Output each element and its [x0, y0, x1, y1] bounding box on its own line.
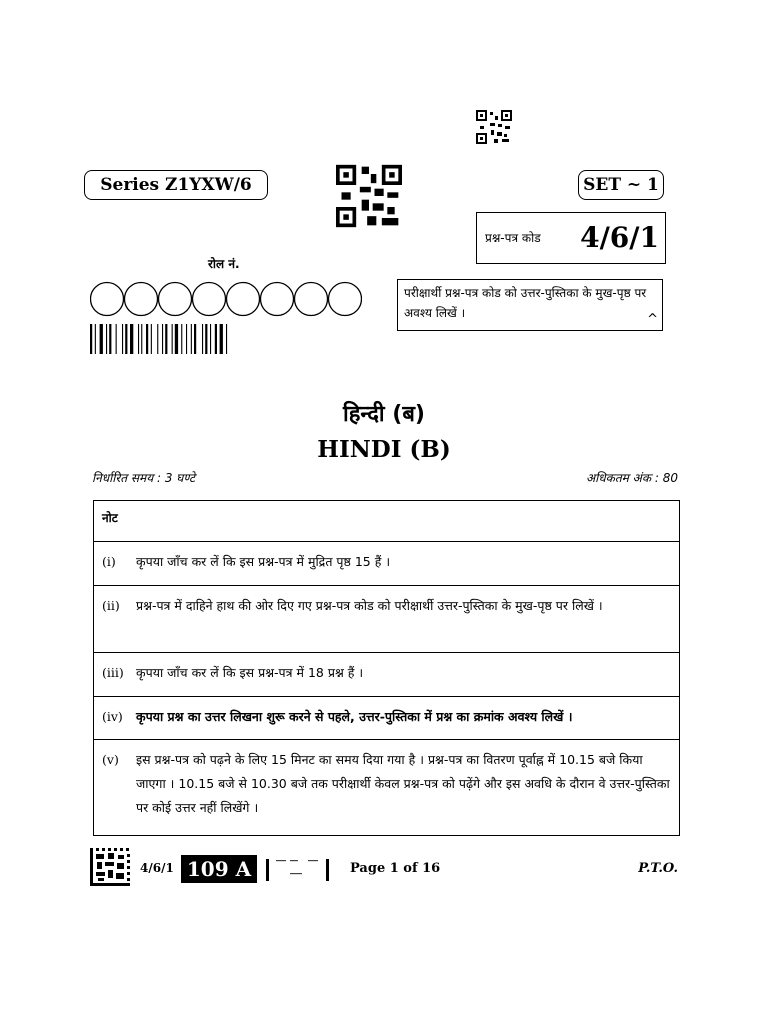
note-text: कृपया जाँच कर लें कि इस प्रश्न-पत्र में मुद्रित पृष्ठ 15 हैं । [136, 554, 391, 569]
note-text: कृपया जाँच कर लें कि इस प्रश्न-पत्र में 18 प्रश्न हैं । [136, 665, 364, 680]
note-row [94, 697, 679, 740]
qr-code-icon [476, 110, 512, 144]
note-row [94, 653, 679, 697]
subject-title-hindi: हिन्दी (ब) [343, 402, 425, 427]
note-text: कृपया प्रश्न का उत्तर लिखना शुरू करने से पहले, उत्तर-पुस्तिका में प्रश्न का क्रमांक अवश्य लिखें । [136, 709, 573, 724]
please-turn-over: P.T.O. [638, 861, 678, 876]
notes-table [93, 500, 680, 836]
time-allowed: निर्धारित समय : 3 घण्टे [92, 471, 196, 485]
notes-heading: नोट [94, 501, 679, 542]
note-row [94, 586, 679, 653]
set-box: SET ~ 1 [578, 170, 664, 200]
footer-paper-code: 4/6/1 [140, 861, 174, 875]
note-number: (ii) [102, 598, 120, 613]
candidate-instruction-text: परीक्षार्थी प्रश्न-पत्र कोड को उत्तर-पुस्तिका के मुख-पृष्ठ पर अवश्य लिखें । [404, 286, 647, 320]
note-number: (v) [102, 752, 119, 767]
candidate-instruction-box [397, 279, 663, 331]
series-box: Series Z1YXW/6 [84, 170, 268, 200]
footer-badge: 109 A [181, 855, 257, 883]
caret-mark: ^ [647, 312, 658, 327]
roll-number-circle [91, 283, 124, 316]
page-number: Page 1 of 16 [350, 861, 441, 876]
code-value: 4/6/1 [580, 221, 659, 254]
barcode-icon [90, 324, 268, 354]
registration-marks-icon [264, 857, 332, 883]
code-label: प्रश्न-पत्र कोड [485, 231, 541, 245]
roll-number-circle [159, 283, 192, 316]
roll-number-circle [329, 283, 362, 316]
roll-number-circle [295, 283, 328, 316]
roll-number-circle [125, 283, 158, 316]
note-row [94, 740, 679, 836]
note-text: प्रश्न-पत्र में दाहिने हाथ की ओर दिए गए प्रश्न-पत्र कोड को परीक्षार्थी उत्तर-पुस्तिका के मुख-पृष्ठ पर लिखें । [136, 598, 603, 613]
roll-number-circles [90, 281, 362, 317]
note-number: (i) [102, 554, 116, 569]
note-row [94, 542, 679, 586]
note-text: इस प्रश्न-पत्र को पढ़ने के लिए 15 मिनट का समय दिया गया है । प्रश्न-पत्र का वितरण पूर्वाह्न में 10.15 बजे किया जाएगा । 10.15 बजे से 10.30 बजे तक परीक्षार्थी केवल प्रश्न-पत्र को पढ़ेंगे और इस अवधि के दौरान वे उत्तर-पुस्तिका पर कोई उत्तर नहीं लिखेंगे । [136, 752, 670, 815]
datamatrix-icon [90, 848, 130, 886]
roll-number-label: रोल नं. [208, 257, 240, 271]
roll-number-circle [261, 283, 294, 316]
question-paper-code-box [476, 212, 666, 264]
qr-code-icon [336, 164, 402, 228]
subject-title-english: HINDI (B) [317, 436, 451, 463]
roll-number-circle [193, 283, 226, 316]
maximum-marks: अधिकतम अंक : 80 [585, 471, 678, 485]
roll-number-circle [227, 283, 260, 316]
note-number: (iv) [102, 709, 123, 724]
note-number: (iii) [102, 665, 124, 680]
